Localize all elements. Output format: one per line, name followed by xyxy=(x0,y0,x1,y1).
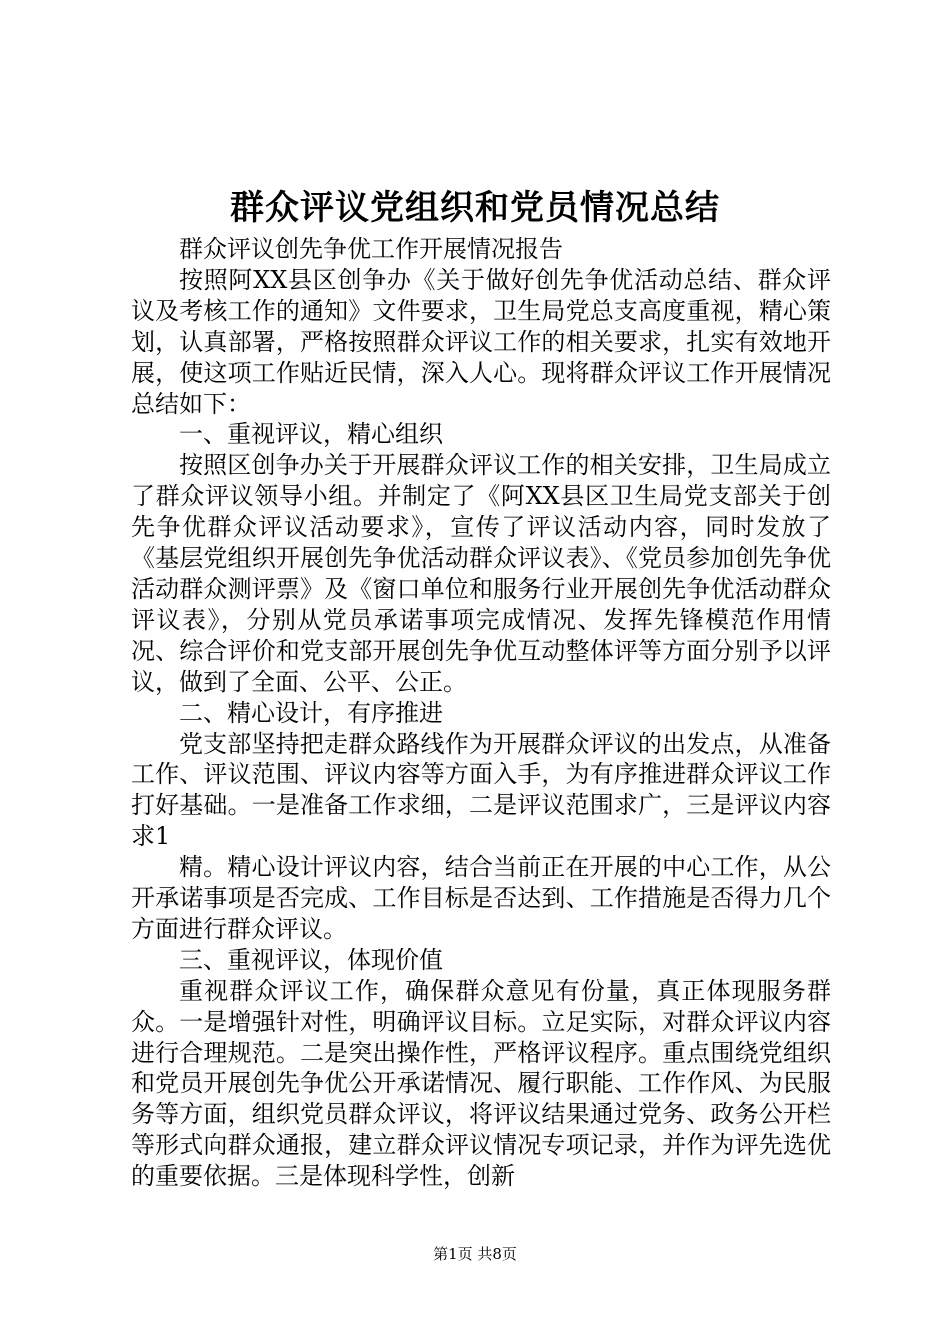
document-title: 群众评议党组织和党员情况总结 xyxy=(230,188,720,228)
paragraph-section-2b: 精。精心设计评议内容，结合当前正在开展的中心工作，从公开承诺事项是否完成、工作目标是否达到、工作措施是否得力几个方面进行群众评议。 xyxy=(131,853,831,943)
section-heading-3: 三、重视评议，体现价值 xyxy=(179,945,443,974)
page-footer: 第1页 共8页 xyxy=(433,1245,517,1263)
section-heading-1: 一、重视评议，精心组织 xyxy=(179,420,443,449)
paragraph-report-heading: 群众评议创先争优工作开展情况报告 xyxy=(179,235,563,263)
paragraph-section-2a: 党支部坚持把走群众路线作为开展群众评议的出发点，从准备工作、评议范围、评议内容等方面入手，为有序推进群众评议工作打好基础。一是准备工作求细，二是评议范围求广，三是评议内容求1 xyxy=(131,729,831,851)
paragraph-section-3: 重视群众评议工作，确保群众意见有份量，真正体现服务群众。一是增强针对性，明确评议目标。立足实际，对群众评议内容进行合理规范。二是突出操作性，严格评议程序。重点围绕党组织和党员开展创先争优公开承诺情况、履行职能、工作作风、为民服务等方面，组织党员群众评议，将评议结果通过党务、政务公开栏等形式向群众通报，建立群众评议情况专项记录，并作为评先选优的重要依据。三是体现科学性，创新 xyxy=(131,976,831,1191)
paragraph-section-1: 按照区创争办关于开展群众评议工作的相关安排，卫生局成立了群众评议领导小组。并制定了《阿XX县区卫生局党支部关于创先争优群众评议活动要求》，宣传了评议活动内容，同时发放了《基层党组织开展创先争优活动群众评议表》、《党员参加创先争优活动群众测评票》及《窗口单位和服务行业开展创先争优活动群众评议表》，分别从党员承诺事项完成情况、发挥先锋模范作用情况、综合评价和党支部开展创先争优互动整体评等方面分别予以评议，做到了全面、公平、公正。 xyxy=(131,451,831,696)
paragraph-intro: 按照阿XX县区创争办《关于做好创先争优活动总结、群众评议及考核工作的通知》文件要求，卫生局党总支高度重视，精心策划，认真部署，严格按照群众评议工作的相关要求，扎实有效地开展，使这项工作贴近民情，深入人心。现将群众评议工作开展情况总结如下： xyxy=(131,265,831,418)
section-heading-2: 二、精心设计，有序推进 xyxy=(179,698,443,727)
document-body xyxy=(131,234,831,1192)
